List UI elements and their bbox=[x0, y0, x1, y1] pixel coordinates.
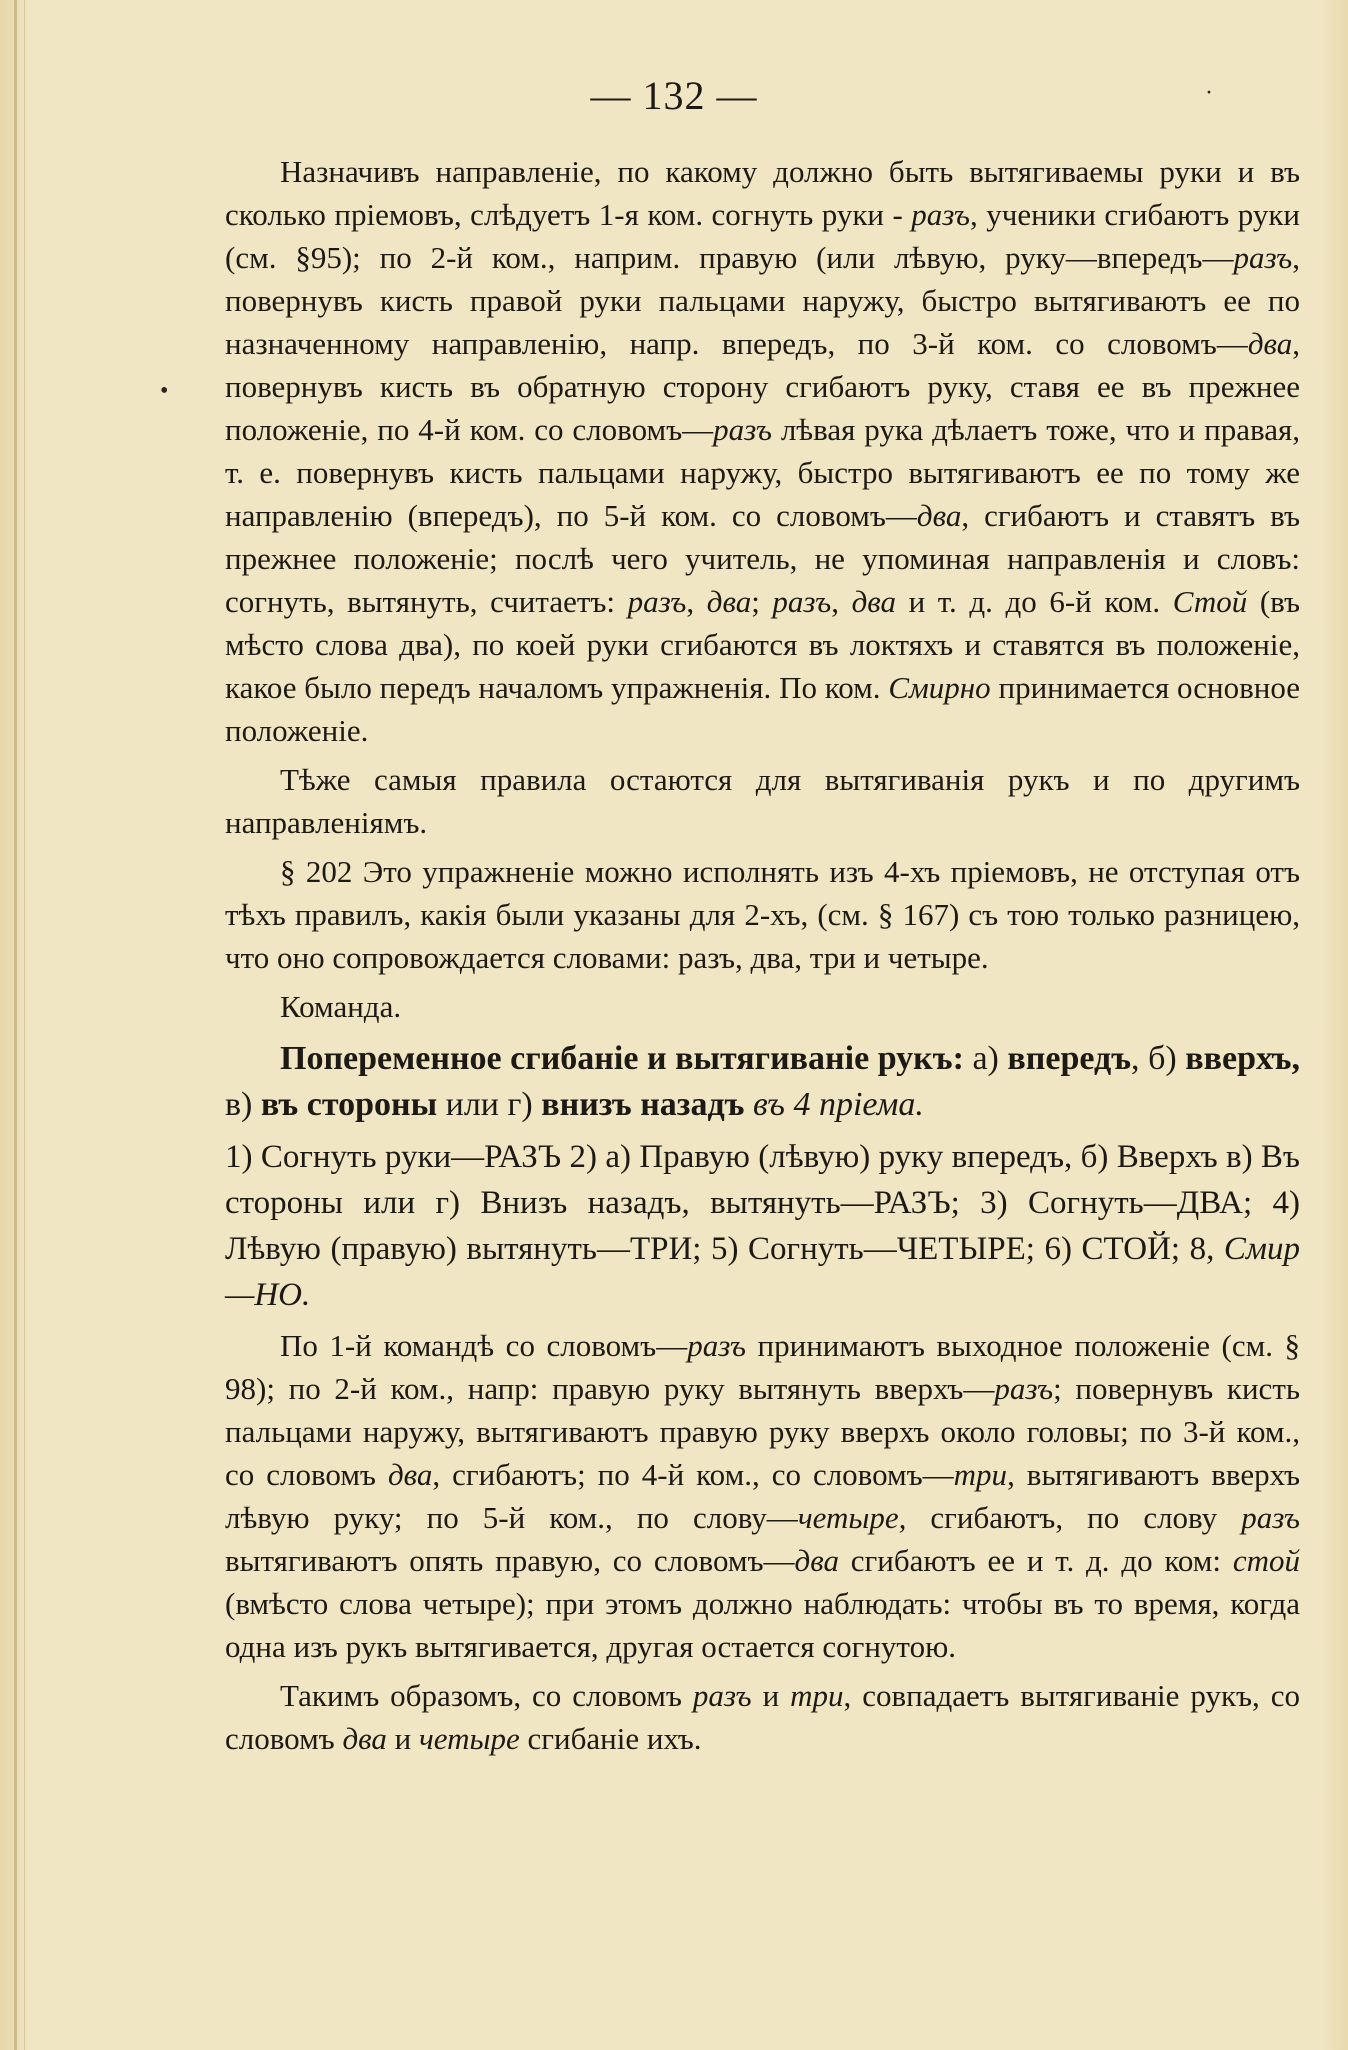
text-run: ; повернувъ кисть пальцами наружу, вытягиваютъ правую руку вверхъ около головы; по 3-й ком., со словомъ bbox=[225, 1371, 1301, 1492]
text-run: Смир—НО. bbox=[225, 1231, 1300, 1313]
page-edge-line bbox=[14, 0, 17, 2050]
text-run: впередъ bbox=[1007, 1040, 1132, 1077]
text-run: , bbox=[686, 584, 707, 619]
paragraph-p7 bbox=[225, 1324, 1300, 1668]
text-run: , повернувъ кисть правой руки пальцами наружу, быстро вытягиваютъ ее по назначенному направленію, напр. впередъ, по 3-й ком. со словомъ— bbox=[225, 240, 1300, 361]
text-run: , вытягиваютъ вверхъ лѣвую руку; по 5-й ком., по слову— bbox=[225, 1457, 1300, 1535]
text-run: , ученики сгибаютъ руки (см. §95); по 2-й ком., наприм. правую (или лѣвую, руку—впередъ— bbox=[225, 197, 1300, 275]
page-body bbox=[225, 150, 1300, 1760]
ink-speck: · bbox=[1205, 80, 1213, 106]
text-run: четыре, bbox=[797, 1500, 907, 1535]
paragraph-p1 bbox=[225, 150, 1300, 752]
text-run: (вмѣсто слова четыре); при этомъ должно наблюдать: чтобы въ то время, когда одна изъ рукъ вытягивается, другая остается согнутою. bbox=[225, 1586, 1300, 1664]
text-run: в) bbox=[225, 1086, 261, 1123]
text-run: Команда. bbox=[280, 989, 402, 1024]
text-run: Смирно bbox=[888, 670, 991, 705]
text-run: Стой bbox=[1172, 584, 1248, 619]
paragraph-p3 bbox=[225, 850, 1300, 979]
text-run: (въ мѣсто слова два), по коей руки сгибаются въ локтяхъ и ставятся въ положеніе, какое было передъ началомъ упражненія. По ком. bbox=[225, 584, 1301, 705]
text-run: разъ bbox=[627, 584, 687, 619]
text-run: Попеременное сгибаніе и вытягиваніе рукъ: bbox=[280, 1040, 964, 1077]
text-run: разъ bbox=[1241, 1500, 1300, 1535]
text-run: три bbox=[953, 1457, 1008, 1492]
text-run: разъ bbox=[687, 1328, 746, 1363]
page-number: — 132 — bbox=[590, 73, 758, 118]
text-run: два bbox=[916, 498, 962, 533]
text-run: Назначивъ направленіе, по какому должно быть вытягиваемы руки и въ сколько пріемовъ, слѣдуетъ 1-я ком. согнуть руки - bbox=[225, 154, 1300, 232]
page-edge-line-inner bbox=[24, 0, 25, 2050]
text-run: лѣвая рука дѣлаетъ тоже, что и правая, т. е. повернувъ кисть пальцами наружу, быстро вытягиваютъ ее по тому же направленію (впередъ), по 5-й ком. со словомъ— bbox=[225, 412, 1300, 533]
text-run: три bbox=[790, 1678, 844, 1713]
text-run: принимаютъ выходное положеніе (см. § 98); по 2-й ком., напр: правую руку вытянуть вверхъ— bbox=[225, 1328, 1300, 1406]
text-run: По 1-й командѣ со словомъ— bbox=[280, 1328, 688, 1363]
text-run: , сгибаютъ и ставятъ въ прежнее положеніе; послѣ чего учитель, не упоминая направленія и словъ: согнуть, вытянуть, считаетъ: bbox=[225, 498, 1300, 619]
margin-dot: • bbox=[160, 378, 169, 404]
text-run: , bbox=[831, 584, 852, 619]
text-run: сгибаютъ ее и т. д. до ком: bbox=[838, 1543, 1233, 1578]
text-run: или г) bbox=[437, 1086, 542, 1123]
text-run: сгибаютъ, по слову bbox=[906, 1500, 1242, 1535]
text-run: вверхъ, bbox=[1185, 1040, 1300, 1077]
text-run: разъ bbox=[692, 1678, 752, 1713]
text-run: два bbox=[387, 1457, 433, 1492]
text-run: а) bbox=[963, 1040, 1008, 1077]
text-run: , повернувъ кисть въ обратную сторону сгибаютъ руку, ставя ее въ прежнее положеніе, по 4-й ком. со словомъ— bbox=[225, 326, 1300, 447]
text-run: § 202 Это упражненіе можно исполнять изъ 4-хъ пріемовъ, не отступая отъ тѣхъ правилъ, какія были указаны для 2-хъ, (см. § 167) съ тою только разницею, что оно сопровождается словами: разъ, два, три и четыре. bbox=[225, 854, 1300, 975]
text-run: разъ bbox=[994, 1371, 1054, 1406]
text-run: два bbox=[794, 1543, 839, 1578]
text-run: четыре bbox=[419, 1721, 520, 1756]
text-run: и bbox=[386, 1721, 419, 1756]
text-run: сгибаніе ихъ. bbox=[519, 1721, 702, 1756]
text-run: , совпадаетъ вытягиваніе рукъ, со словомъ bbox=[225, 1678, 1300, 1756]
text-run: ; bbox=[751, 584, 773, 619]
text-run: разъ bbox=[772, 584, 832, 619]
text-run: , б) bbox=[1131, 1040, 1186, 1077]
text-run: , сгибаютъ; по 4-й ком., со словомъ— bbox=[432, 1457, 954, 1492]
text-run: въ стороны bbox=[260, 1086, 438, 1123]
text-run: два bbox=[706, 584, 752, 619]
text-run: въ 4 пріема. bbox=[752, 1086, 924, 1123]
text-run: два bbox=[851, 584, 896, 619]
paragraph-p4 bbox=[225, 985, 1300, 1028]
text-run: два bbox=[342, 1721, 387, 1756]
paragraph-p2 bbox=[225, 758, 1300, 844]
text-run: два bbox=[1247, 326, 1293, 361]
text-run: и bbox=[751, 1678, 791, 1713]
text-run: 1) Согнуть руки—РАЗЪ 2) а) Правую (лѣвую) руку впередъ, б) Вверхъ в) Въ стороны или г) Внизъ назадъ, вытянуть—РАЗЪ; 3) Согнуть—ДВА; 4) Лѣвую (правую) вытянуть—ТРИ; 5) Согнуть—ЧЕТЫРЕ; 6) СТОЙ; 8, bbox=[225, 1139, 1300, 1267]
text-run: вытягиваютъ опять правую, со словомъ— bbox=[225, 1543, 795, 1578]
text-run: Тѣже самыя правила остаются для вытягиванія рукъ и по другимъ направленіямъ. bbox=[225, 762, 1300, 840]
paragraph-p8 bbox=[225, 1674, 1300, 1760]
text-run: разъ bbox=[911, 197, 971, 232]
paragraph-p5 bbox=[225, 1036, 1300, 1128]
text-run: принимается основное положеніе. bbox=[225, 670, 1300, 748]
text-run: и т. д. до 6-й ком. bbox=[896, 584, 1173, 619]
text-run: разъ bbox=[713, 412, 772, 447]
text-run: Такимъ образомъ, со словомъ bbox=[280, 1678, 693, 1713]
text-run bbox=[744, 1086, 753, 1123]
text-run: внизъ назадъ bbox=[541, 1086, 745, 1123]
paragraph-p6 bbox=[225, 1134, 1300, 1318]
text-run: разъ bbox=[1233, 240, 1293, 275]
text-run: стой bbox=[1232, 1543, 1300, 1578]
